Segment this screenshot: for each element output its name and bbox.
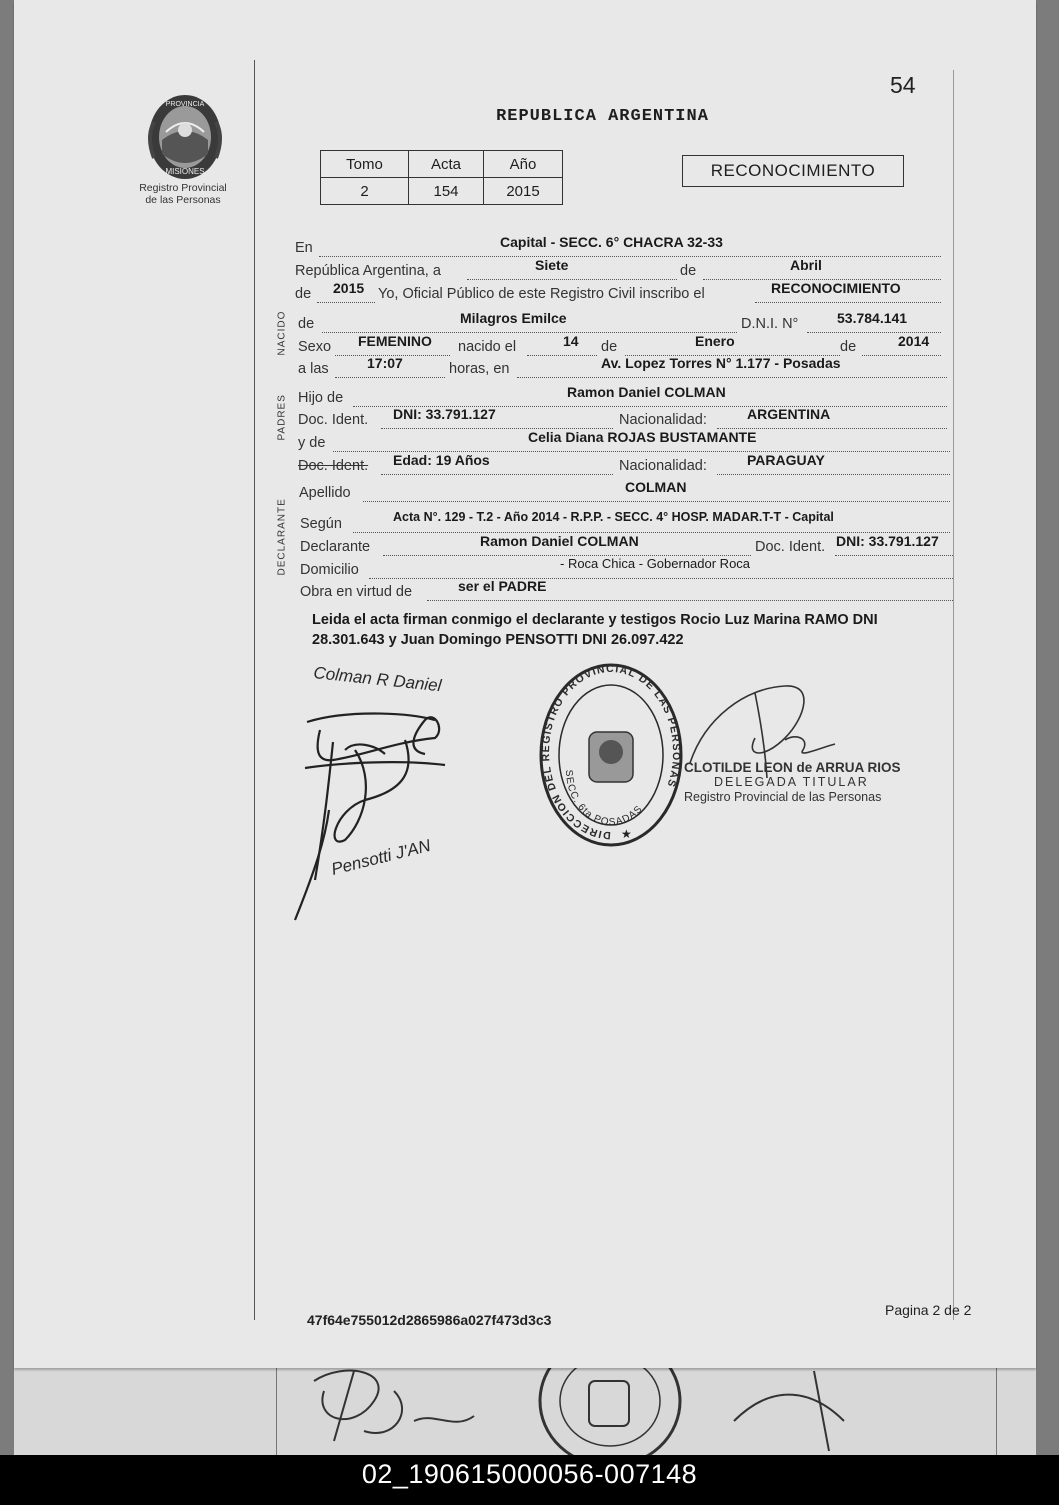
side-label-nacido: NACIDO [276,310,288,356]
row-apellido [295,479,950,509]
document-hash: 47f64e755012d2865986a027f473d3c3 [307,1312,552,1328]
alas-label: a las [298,361,329,377]
madre-value: Celia Diana ROJAS BUSTAMANTE [528,429,757,445]
row-madre-doc [295,452,950,482]
de3-label: de [298,316,315,332]
pagination: Pagina 2 de 2 [885,1302,972,1318]
de5-label: de [840,339,857,355]
side-label-declarante [277,546,288,576]
de2-label: de [295,286,312,302]
crest-caption-line1: Registro Provincial [139,182,227,194]
decl-doc-value: DNI: 33.791.127 [836,533,939,549]
official-title: DELEGADA TITULAR [714,775,869,789]
obra-label: Obra en virtud de [300,584,413,600]
crest-caption-line2: de las Personas [145,194,221,206]
row-en [295,234,945,264]
declarante-label: Declarante [300,539,371,555]
hijo-label: Hijo de [298,390,344,406]
anio-value: 2015 [484,178,563,205]
padre-nac-label: Nacionalidad: [619,412,707,428]
declarante-value: Ramon Daniel COLMAN [480,533,639,549]
official-seal-icon [536,660,686,855]
sexo-label: Sexo [298,339,332,355]
madre-doc-value: Edad: 19 Años [393,452,490,468]
de1-label: de [680,263,697,279]
signing-statement: Leida el acta firman conmigo el declarante y testigos Rocio Luz Marina RAMO DNI 28.301.643 y Juan Domingo PENSOTTI DNI 26.097.422 [312,612,878,648]
page-number: 54 [890,72,916,98]
signature-colman: Colman R Daniel [312,663,443,696]
signature-pensotti: Pensotti J'AN [329,835,433,879]
tomo-label: Tomo [321,151,409,178]
sexo-value: FEMENINO [358,333,432,349]
decl-doc-label: Doc. Ident. [755,539,826,555]
official-block [684,760,901,805]
crest-caption [118,182,248,206]
dia-value: Siete [535,257,569,273]
madre-doc-label: Doc. Ident. [298,458,369,474]
horas-label: horas, en [449,361,510,377]
right-margin-line [953,70,954,1320]
nombre-value: Milagros Emilce [460,310,567,326]
crest-ring-bottom: MISIONES [165,167,205,176]
misiones-crest-icon [140,92,230,182]
act-type-box: RECONOCIMIENTO [682,155,904,187]
lugar-value: Av. Lopez Torres N° 1.177 - Posadas [601,355,841,371]
inscribo-value: RECONOCIMIENTO [771,280,901,296]
row-domicilio [295,556,953,586]
de4-label: de [601,339,618,355]
seal-inner-text: SECC. 6ta POSADAS [562,769,646,829]
padre-doc-value: DNI: 33.791.127 [393,406,496,422]
yde-label: y de [298,435,326,451]
padre-doc-label: Doc. Ident. [298,412,369,428]
republica-label: República Argentina, a [295,263,441,279]
official-name: CLOTILDE LEON de ARRUA RIOS [684,760,901,775]
dni-label: D.N.I. N° [741,316,799,332]
witness-signatures [285,650,515,930]
scan-id: 02_190615000056-007148 [361,1459,698,1489]
acta-value: 154 [409,178,484,205]
row-inscribo [295,280,945,310]
row-obra [295,578,953,608]
mes-value: Abril [790,257,822,273]
domicilio-value: - Roca Chica - Gobernador Roca [560,556,751,571]
en-label: En [295,240,313,256]
star-icon: ★ [621,827,632,841]
tomo-value: 2 [321,178,409,205]
official-org: Registro Provincial de las Personas [684,790,882,804]
madre-nac-value: PARAGUAY [747,452,825,468]
dni-value: 53.784.141 [837,310,908,326]
padre-nac-value: ARGENTINA [747,406,831,422]
anio-inscripcion: 2015 [333,280,365,296]
madre-nac-label: Nacionalidad: [619,458,707,474]
margin-divider [254,60,255,1320]
nac-anio-value: 2014 [898,333,930,349]
domicilio-label: Domicilio [300,562,359,578]
apellido-value: COLMAN [625,479,687,495]
seal-ring-text: DIRECCION DEL REGISTRO PROVINCIAL DE LAS PERSONAS [539,662,683,842]
apellido-label: Apellido [299,485,351,501]
en-value: Capital - SECC. 6° CHACRA 32-33 [500,234,723,250]
hora-value: 17:07 [367,355,403,371]
row-hora [295,355,947,385]
anio-label: Año [484,151,563,178]
nac-mes-value: Enero [695,333,735,349]
registry-table [320,150,563,205]
obra-value: ser el PADRE [458,578,547,594]
segun-label: Según [300,516,342,532]
nac-dia-value: 14 [563,333,579,349]
document-title: REPUBLICA ARGENTINA [496,107,709,126]
crest-ring-top: PROVINCIA [165,101,205,108]
padre-value: Ramon Daniel COLMAN [567,384,726,400]
nacido-label: nacido el [458,339,517,355]
segun-value: Acta N°. 129 - T.2 - Año 2014 - R.P.P. - SECC. 4° HOSP. MADAR.T-T - Capital [393,510,834,524]
side-label-padres: PADRES [276,394,288,441]
inscribo-label: Yo, Oficial Público de este Registro Civil inscribo el [378,286,705,302]
acta-label: Acta [409,151,484,178]
